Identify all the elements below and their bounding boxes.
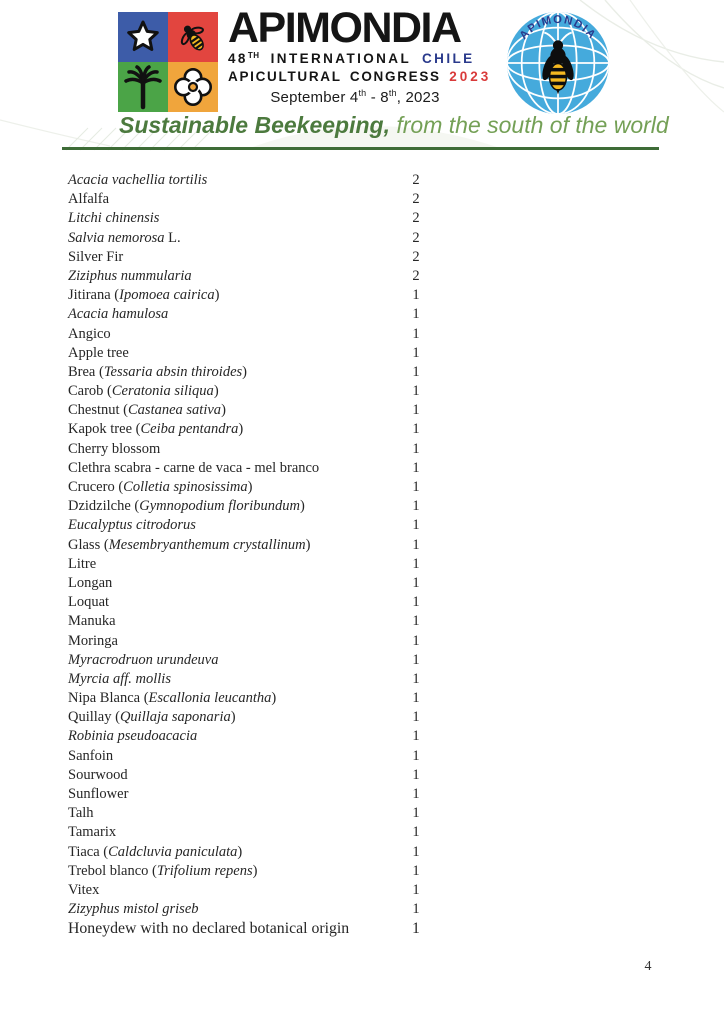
list-item [68, 191, 426, 210]
item-count: 1 [412, 344, 420, 361]
apimondia-squares-logo [118, 12, 218, 112]
item-count: 2 [412, 229, 420, 246]
item-count: 1 [412, 881, 420, 898]
list-item [68, 326, 426, 345]
list-item [68, 690, 426, 709]
list-item [68, 882, 426, 901]
item-name: Trebol blanco (Trifolium repens) [68, 862, 258, 879]
item-name: Talh [68, 805, 94, 822]
item-name: Cherry blossom [68, 440, 161, 457]
item-count: 1 [412, 498, 420, 515]
item-count: 1 [412, 555, 420, 572]
dates-sup: th [358, 88, 367, 98]
list-item [68, 671, 426, 690]
list-item [68, 268, 426, 287]
item-count: 1 [412, 613, 420, 630]
item-count: 1 [412, 670, 420, 687]
item-count: 1 [412, 690, 420, 707]
list-item [68, 287, 426, 306]
item-name: Ziziphus nummularia [68, 267, 192, 284]
item-name: Silver Fir [68, 248, 124, 265]
item-name: Jitirana (Ipomoea cairica) [68, 287, 220, 304]
list-item [68, 728, 426, 747]
item-count: 1 [412, 402, 420, 419]
item-name: Angico [68, 325, 111, 342]
item-name: Kapok tree (Ceiba pentandra) [68, 421, 244, 438]
item-count: 1 [412, 728, 420, 745]
item-count: 2 [412, 248, 420, 265]
item-count: 2 [412, 172, 420, 188]
congress-subtitle-line2 [228, 69, 492, 84]
item-name: Sourwood [68, 766, 128, 783]
congress-subtitle-line1 [228, 51, 482, 66]
list-item [68, 613, 426, 632]
year-label: 2023 [449, 69, 492, 84]
list-item [68, 594, 426, 613]
item-count: 1 [412, 594, 420, 611]
item-count: 1 [412, 862, 420, 879]
item-count: 1 [412, 459, 420, 476]
item-count: 1 [412, 709, 420, 726]
item-name: Myracrodruon urundeuva [68, 651, 219, 668]
dates-part: - 8 [366, 89, 389, 106]
item-count: 1 [412, 805, 420, 822]
item-count: 1 [412, 287, 420, 304]
item-name: Sanfoin [68, 747, 114, 764]
list-item [68, 306, 426, 325]
list-item [68, 517, 426, 536]
list-item [68, 441, 426, 460]
apicultural-congress-label: APICULTURAL CONGRESS [228, 69, 441, 84]
item-count: 1 [412, 536, 420, 553]
list-item [68, 633, 426, 652]
item-count: 1 [412, 651, 420, 668]
item-name: Tiaca (Caldcluvia paniculata) [68, 843, 243, 860]
item-count: 1 [412, 517, 420, 534]
header-divider [62, 147, 659, 150]
congress-title: APIMONDIA [228, 4, 461, 52]
congress-dates [228, 88, 482, 106]
list-item [68, 172, 426, 191]
list-item [68, 786, 426, 805]
item-name: Litchi chinensis [68, 210, 160, 227]
item-name: Zizyphus mistol griseb [68, 901, 199, 918]
list-item [68, 556, 426, 575]
item-name: Manuka [68, 613, 116, 630]
item-name: Longan [68, 574, 113, 591]
list-item [68, 383, 426, 402]
item-name: Myrcia aff. mollis [68, 670, 171, 687]
list-item [68, 479, 426, 498]
honey-botanical-origin-list [68, 172, 426, 940]
item-name: Honeydew with no declared botanical origin [68, 920, 350, 938]
item-count: 1 [412, 901, 420, 918]
item-name: Crucero (Colletia spinosissima) [68, 479, 253, 495]
item-name: Chestnut (Castanea sativa) [68, 402, 226, 419]
list-item [68, 345, 426, 364]
chile-label: CHILE [422, 51, 475, 66]
list-item [68, 402, 426, 421]
list-item [68, 863, 426, 882]
item-count: 1 [412, 747, 420, 764]
list-item [68, 575, 426, 594]
dates-part: , 2023 [396, 89, 440, 106]
congress-header [0, 0, 724, 165]
item-name: Sunflower [68, 786, 129, 802]
list-item [68, 210, 426, 229]
item-count: 1 [412, 421, 420, 438]
list-item [68, 920, 426, 939]
item-name: Carob (Ceratonia siliqua) [68, 383, 219, 400]
list-item [68, 901, 426, 920]
item-name: Vitex [68, 881, 100, 898]
list-item [68, 748, 426, 767]
item-count: 2 [412, 191, 420, 208]
item-count: 1 [412, 440, 420, 457]
item-count: 1 [412, 632, 420, 649]
item-count: 1 [412, 824, 420, 841]
list-item [68, 249, 426, 268]
item-count: 1 [412, 306, 420, 323]
list-item [68, 537, 426, 556]
page-number: 4 [644, 959, 652, 974]
item-name: Salvia nemorosa L. [68, 229, 181, 246]
congress-number: 48 [228, 51, 248, 66]
item-name: Alfalfa [68, 191, 110, 208]
international-label: INTERNATIONAL [270, 51, 411, 66]
item-name: Eucalyptus citrodorus [68, 517, 196, 534]
item-name: Apple tree [68, 344, 129, 361]
item-name: Brea (Tessaria absin thiroides) [68, 363, 247, 380]
item-name: Glass (Mesembryanthemum crystallinum) [68, 536, 311, 553]
tagline-bold: Sustainable Beekeeping, [119, 112, 390, 138]
item-name: Clethra scabra - carne de vaca - mel branco [68, 459, 320, 476]
list-item [68, 498, 426, 517]
list-item [68, 230, 426, 249]
dates-sup: th [388, 88, 397, 98]
list-item [68, 805, 426, 824]
item-name: Dzidzilche (Gymnopodium floribundum) [68, 498, 305, 515]
item-count: 1 [412, 574, 420, 591]
item-count: 1 [412, 786, 420, 802]
item-count: 2 [412, 210, 420, 227]
item-name: Moringa [68, 632, 118, 649]
item-name: Nipa Blanca (Escallonia leucantha) [68, 690, 277, 707]
item-count: 1 [412, 363, 420, 380]
item-name: Acacia vachellia tortilis [68, 172, 208, 188]
list-item [68, 844, 426, 863]
item-count: 1 [412, 920, 420, 938]
dates-part: September 4 [270, 89, 359, 106]
list-item [68, 824, 426, 843]
item-count: 1 [412, 843, 420, 860]
tagline-rest: from the south of the world [389, 112, 669, 138]
list-item [68, 460, 426, 479]
list-item [68, 421, 426, 440]
list-item [68, 767, 426, 786]
item-name: Litre [68, 555, 97, 572]
item-name: Tamarix [68, 824, 117, 841]
item-count: 1 [412, 383, 420, 400]
list-item [68, 364, 426, 383]
item-count: 1 [412, 766, 420, 783]
list-item [68, 709, 426, 728]
item-name: Loquat [68, 594, 110, 611]
list-item [68, 652, 426, 671]
item-count: 1 [412, 325, 420, 342]
ordinal-suffix: TH [247, 51, 260, 60]
apimondia-globe-logo [504, 9, 612, 117]
item-name: Quillay (Quillaja saponaria) [68, 709, 236, 726]
item-count: 2 [412, 267, 420, 284]
congress-title-block [228, 4, 492, 106]
item-name: Robinia pseudoacacia [68, 728, 198, 745]
item-name: Acacia hamulosa [68, 306, 169, 323]
congress-tagline [119, 112, 679, 139]
item-count: 1 [412, 479, 420, 495]
globe-arc-text: APIMONDIA [517, 13, 599, 43]
